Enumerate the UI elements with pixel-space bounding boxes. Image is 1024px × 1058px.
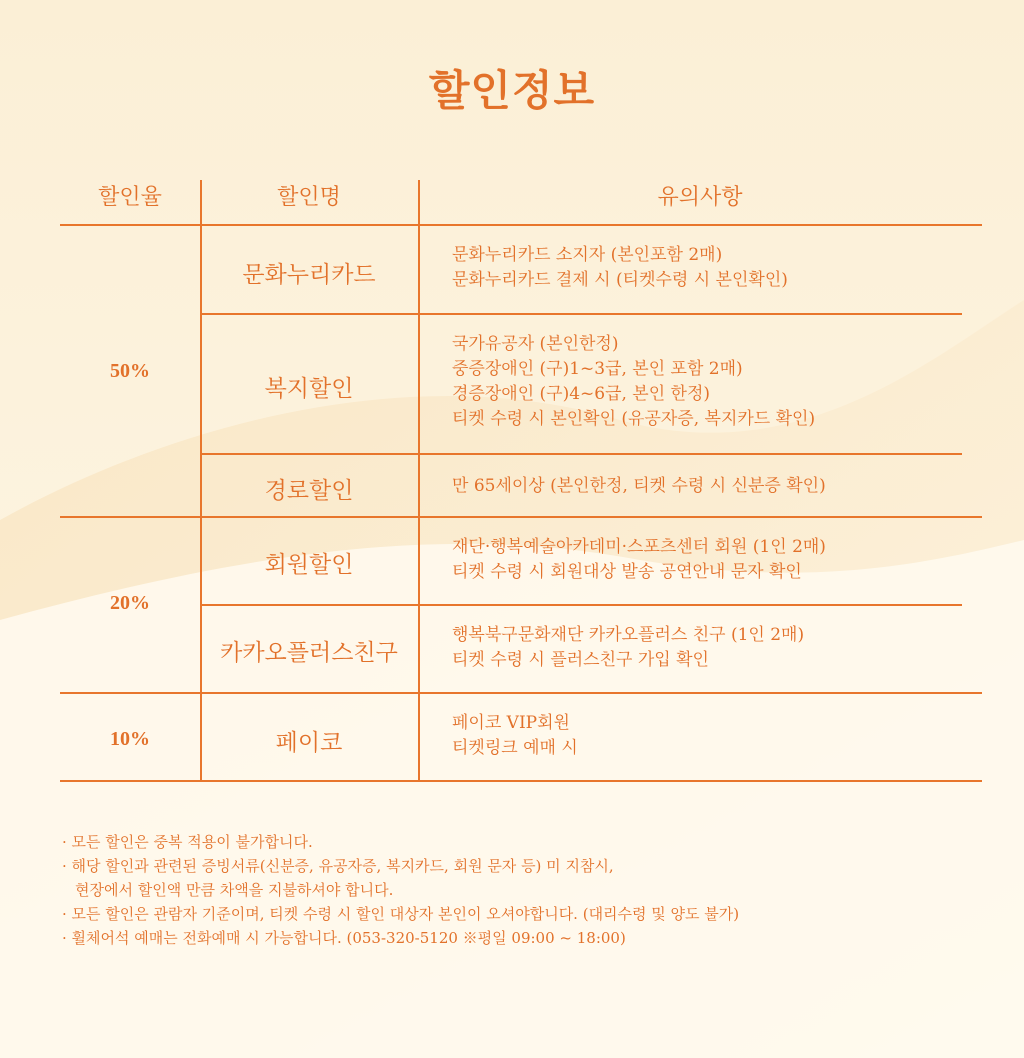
note-line: 티켓 수령 시 본인확인 (유공자증, 복지카드 확인) [452,409,816,429]
footnote: · 휠체어석 예매는 전화예매 시 가능합니다. (053-320-5120 ※평일 09:00 ~ 18:00) [62,929,626,947]
table-rule [200,604,962,606]
note-line: 티켓링크 예매 시 [452,738,578,758]
table-rule-group [60,692,982,694]
note-line: 만 65세이상 (본인한정, 티켓 수령 시 신분증 확인) [452,476,826,496]
note-line: 페이코 VIP회원 [452,713,570,733]
discount-name: 카카오플러스친구 [220,640,398,666]
note-line: 국가유공자 (본인한정) [452,334,619,354]
discount-notes [452,474,972,499]
discount-name: 회원할인 [264,552,354,578]
table-rule-bottom [60,780,982,782]
table-column-divider [418,180,420,780]
note-line: 재단·행복예술아카데미·스포츠센터 회원 (1인 2매) [452,537,826,557]
footnotes [62,830,982,950]
rate-cell: 20% [110,592,150,614]
table-rule-group [60,516,982,518]
discount-notes [452,623,972,673]
table-rule [200,313,962,315]
table-rule [200,453,962,455]
note-line: 경증장애인 (구)4~6급, 본인 한정) [452,384,711,404]
note-line: 티켓 수령 시 플러스친구 가입 확인 [452,650,709,670]
table-rule-top [60,224,982,226]
discount-notes [452,711,972,761]
note-line: 행복북구문화재단 카카오플러스 친구 (1인 2매) [452,625,805,645]
page-title: 할인정보 [428,66,596,115]
discount-name: 페이코 [275,730,343,756]
discount-name: 경로할인 [264,478,354,504]
footnote: · 모든 할인은 중복 적용이 불가합니다. [62,833,313,851]
rate-cell: 10% [110,728,150,750]
header-notes: 유의사항 [657,185,743,210]
discount-notes [452,243,972,293]
rate-cell: 50% [110,360,150,382]
note-line: 문화누리카드 결제 시 (티켓수령 시 본인확인) [452,270,788,290]
note-line: 티켓 수령 시 회원대상 발송 공연안내 문자 확인 [452,562,802,582]
footnote-continuation: 현장에서 할인액 만큼 차액을 지불하셔야 합니다. [75,881,394,899]
note-line: 문화누리카드 소지자 (본인포함 2매) [452,245,723,265]
discount-name: 문화누리카드 [242,262,376,288]
footnote: · 해당 할인과 관련된 증빙서류(신분증, 유공자증, 복지카드, 회원 문자 등) 미 지참시, [62,857,614,875]
discount-notes [452,535,972,585]
discount-name: 복지할인 [264,376,354,402]
discount-notes [452,332,972,432]
note-line: 중증장애인 (구)1~3급, 본인 포함 2매) [452,359,743,379]
header-rate: 할인율 [98,185,162,210]
footnote: · 모든 할인은 관람자 기준이며, 티켓 수령 시 할인 대상자 본인이 오셔야합니다. (대리수령 및 양도 불가) [62,905,740,923]
header-name: 할인명 [277,185,341,210]
